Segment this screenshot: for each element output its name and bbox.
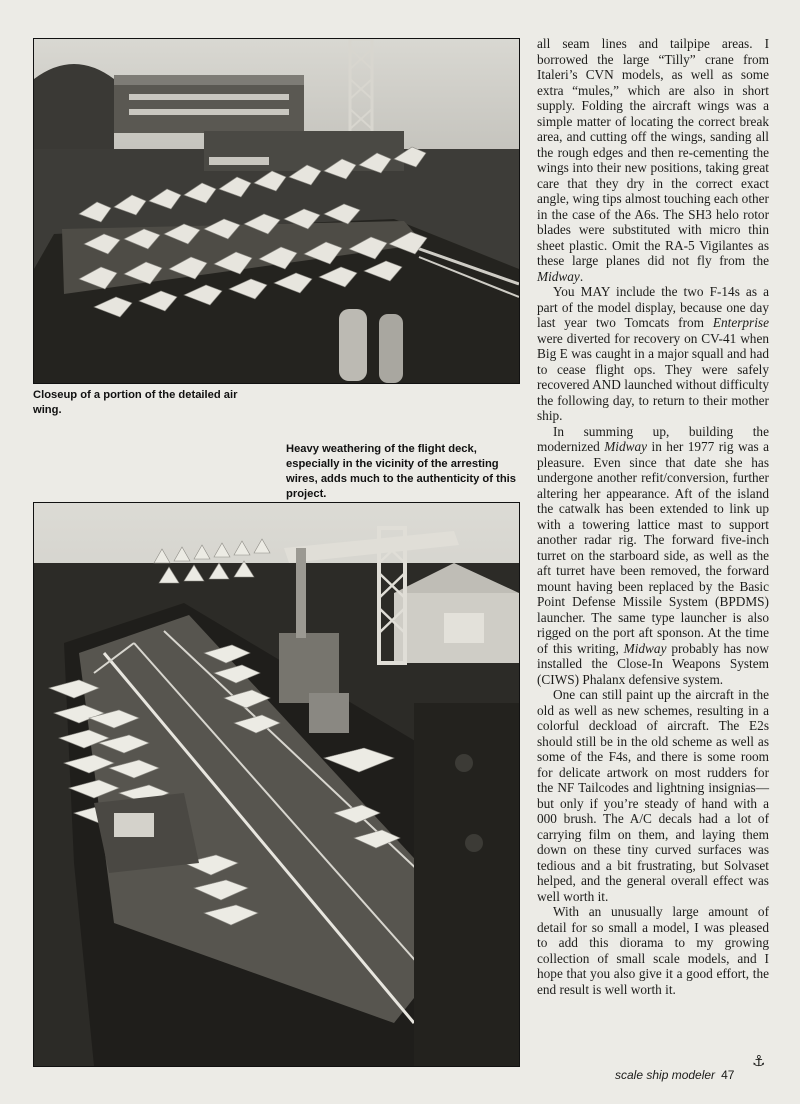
article-paragraph: You MAY include the two F-14s as a part of the model display, because one day last year two Tomcats from Enterprise were diverted for recovery on CV-41 when Big E was caught in a major squall and had to cease flight ops. They were safely recovered AND launched without difficulty the following day, to return to their mother ship. (537, 284, 769, 423)
photo-caption-flight-deck: Heavy weathering of the flight deck, especially in the vicinity of the arresting wires, adds much to the authenticity of this project. (286, 443, 516, 500)
article-paragraph: In summing up, building the modernized Midway in her 1977 rig was a pleasure. Even since that date she has undergone another refit/conversion, further altering her appearance. Aft of the island the catwalk has been extended to link up with a towering lattice mast to support another radar rig. The forward five-inch turret on the starboard side, as well as the aft turret have been removed, the forward mount having been replaced by the Basic Point Defense Missile System (BPDMS) launcher. The same type launcher is also rigged on the port aft sponson. At the time of this writing, Midway probably has now installed the Close-In Weapons System (CIWS) Phalanx defensive system. (537, 423, 769, 687)
magazine-name: scale ship modeler (615, 1068, 716, 1082)
page-footer (615, 1068, 775, 1082)
page-number: 47 (721, 1068, 735, 1082)
article-text-column (537, 36, 769, 997)
article-paragraph: One can still paint up the aircraft in the old as well as new schemes, resulting in a colorful deckload of aircraft. The E2s should still be in the old scheme as well as some of the F4s, and there is some room for delicate artwork on most rudders for the NF Tailcodes and lightning insignias—but only if you’re steady of hand with a 000 brush. The A/C decals had a lot of carrying film on them, and laying them down on these tiny curved surfaces was tedious and a bit frustrating, but Solvaset helped, and the general overall effect was well worth it. (537, 687, 769, 904)
photo-air-wing-closeup (33, 38, 520, 384)
photo-flight-deck-weathering (33, 502, 520, 1067)
article-paragraph: With an unusually large amount of detail for so small a model, I was pleased to add this diorama to my growing collection of small scale models, and I hope that you also give it a good effort, the end result is well worth it. (537, 904, 769, 997)
photo-caption-air-wing: Closeup of a portion of the detailed air wing. (33, 389, 238, 416)
anchor-icon: ⚓ (752, 1052, 766, 1070)
article-paragraph: all seam lines and tailpipe areas. I borrowed the large “Tilly” crane from Italeri’s CVN models, as well as some extra “mules,” which are also in short supply. Folding the aircraft wings was a simple matter of locating the correct break area, and cutting off the wings, sanding all the rough edges and then re-cementing the wings into their new positions, taking great care that they dry in the correct exact angle, wing tips almost touching each other in the case of the A6s. The SH3 helo rotor blades were substituted with micro thin sheet plastic. Omit the RA-5 Vigilantes as these large planes did not fly from the Midway. (537, 36, 769, 284)
